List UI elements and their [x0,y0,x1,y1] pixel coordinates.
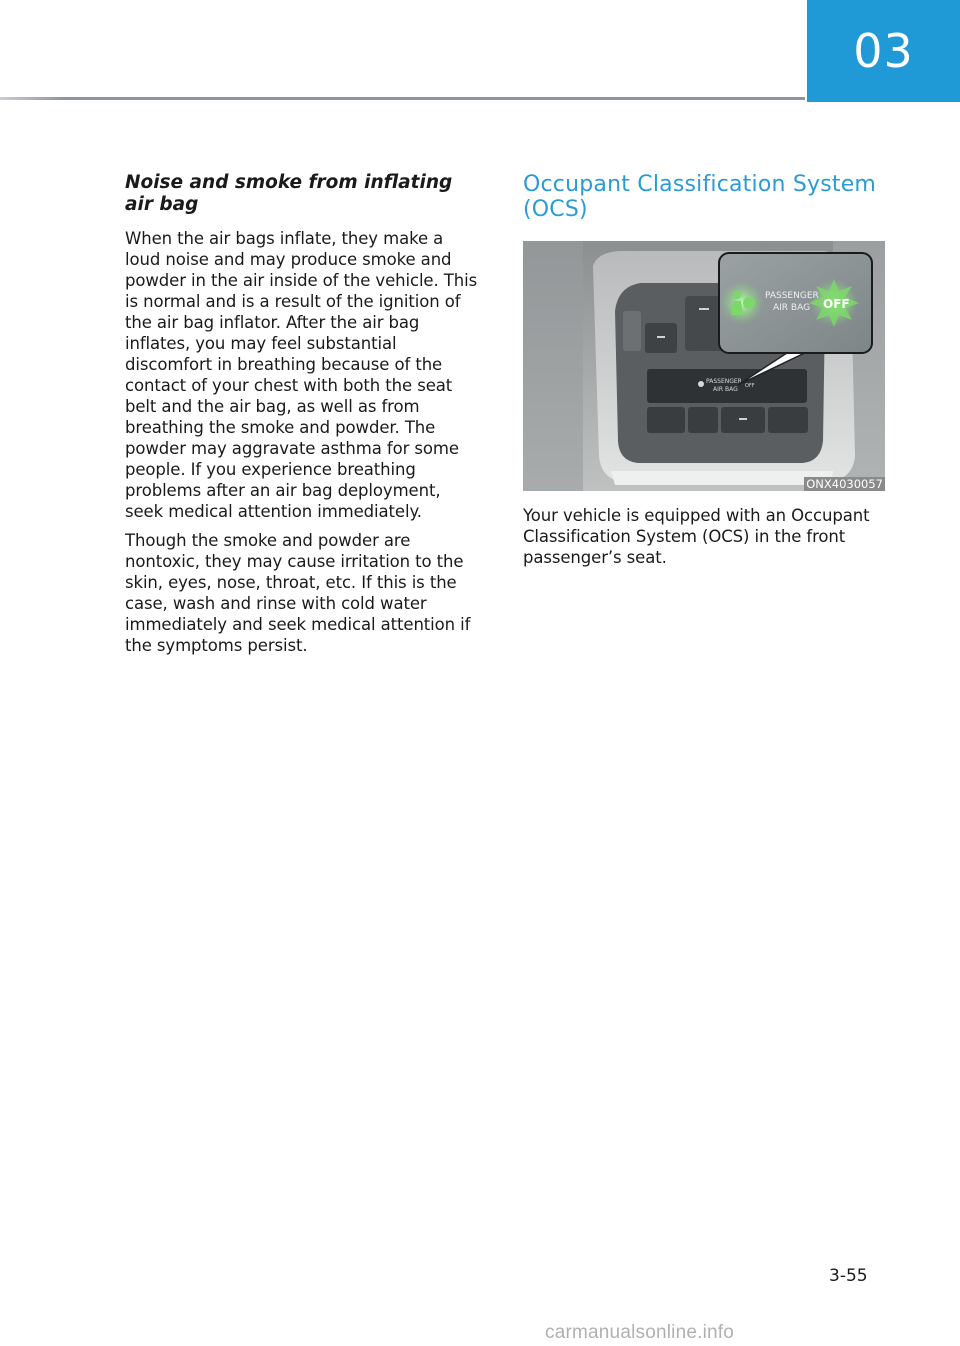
ocs-figure [523,241,885,491]
panel-off-label: OFF [745,383,755,389]
header-rule [0,97,805,100]
paragraph: When the air bags inflate, they make a loud noise and may produce smoke and powder in the air inside of the vehicle. This is normal and is a result of the ignition of the air bag inflator. After the air bag inflates, you may feel substantial discomfort in breathing because of the contact of your chest with both the seat belt and the air bag, as well as from breathing the smoke and powder. The powder may aggravate asthma for some people. If you experience breathing problems after an air bag deployment, seek medical attention immediately. [125,229,478,521]
watermark: carmanualsonline.info [545,1322,735,1343]
panel-label-line1: PASSENGER [706,378,742,385]
paragraph: Though the smoke and powder are nontoxic, they may cause irritation to the skin, eyes, nose, throat, etc. If this is the case, wash and rinse with cold water immediately and seek medical attention if the symptoms persist. [125,531,471,655]
chapter-number: 03 [853,24,914,78]
panel-label-line2: AIR BAG [713,386,738,393]
right-column [523,172,885,576]
figure-code: ONX4030057 [806,477,883,491]
left-column [125,172,480,664]
chapter-tab [807,0,960,102]
section-title: Occupant Classification System (OCS) [523,172,877,222]
callout-label-line1: PASSENGER [765,291,819,301]
subheading: Noise and smoke from inflating air bag [125,172,453,215]
callout-off-label: OFF [823,297,850,311]
overhead-console-illustration [523,241,885,491]
paragraph: Your vehicle is equipped with an Occupant Classification System (OCS) in the front passenger’s seat. [523,506,870,567]
panel-airbag-icon [698,381,704,387]
page-number: 3-55 [829,1266,868,1286]
callout-label-line2: AIR BAG [773,303,811,313]
